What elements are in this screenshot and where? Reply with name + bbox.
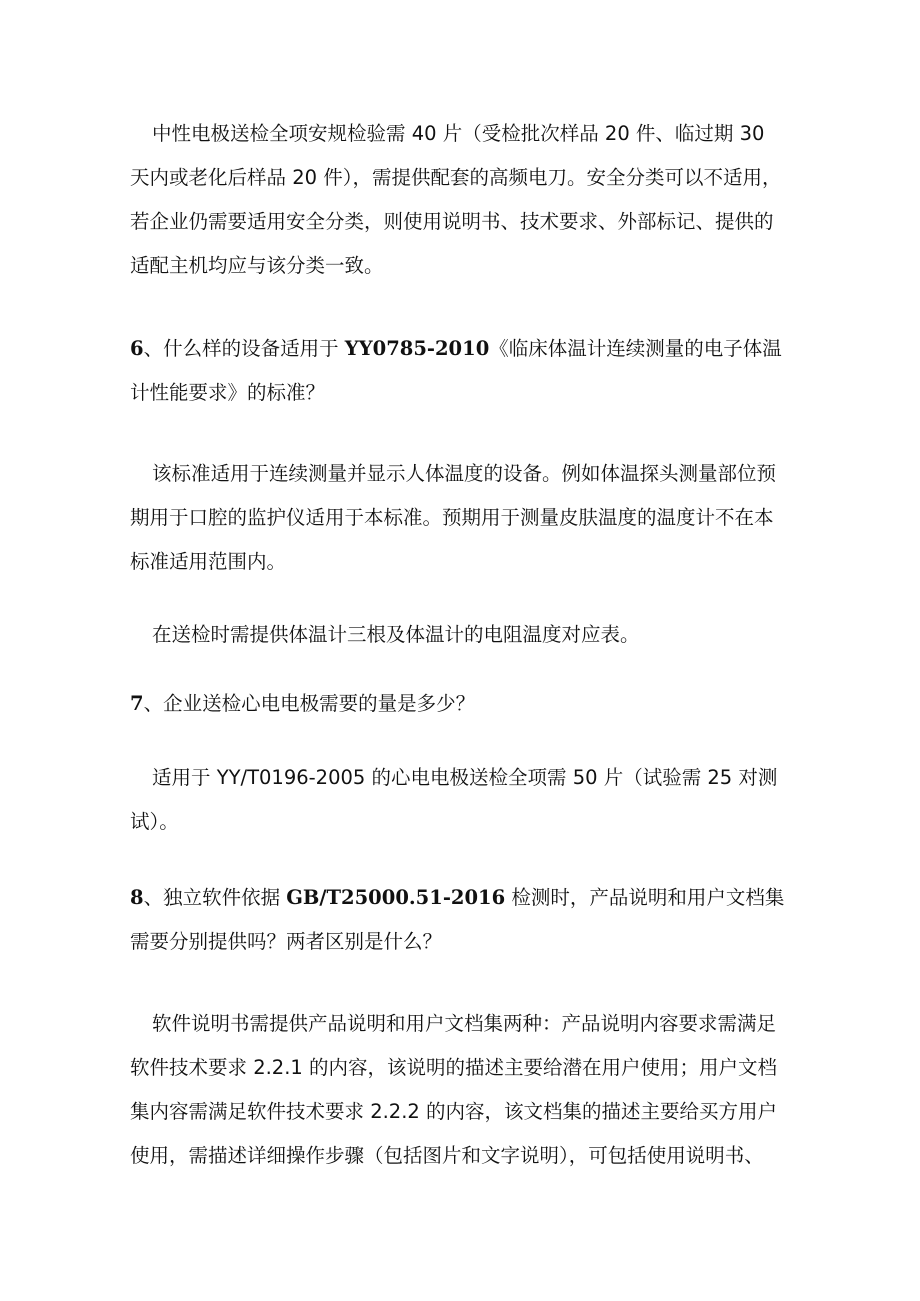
question-number: 7: [130, 692, 144, 715]
standard-code: GB/T25000.51-2016: [286, 886, 506, 909]
heading-line: 需要分别提供吗？两者区别是什么？: [130, 930, 443, 953]
heading-text: 检测时，产品说明和用户文档集: [505, 886, 785, 909]
heading-text: 、企业送检心电电极需要的量是多少？: [143, 692, 476, 715]
paragraph-line: 软件说明书需提供产品说明和用户文档集两种：产品说明内容要求需满足: [152, 1012, 777, 1035]
paragraph-line: 期用于口腔的监护仪适用于本标准。预期用于测量皮肤温度的温度计不在本: [130, 506, 774, 529]
question-8-heading: [130, 876, 800, 964]
standard-code: YY0785-2010: [344, 337, 490, 360]
heading-text: 《临床体温计连续测量的电子体温: [489, 337, 782, 360]
paragraph-ecg-electrode: [130, 756, 800, 844]
paragraph-line: 试）。: [130, 810, 179, 833]
heading-line: 计性能要求》的标准？: [130, 381, 326, 404]
paragraph-thermometer-scope: [130, 452, 800, 584]
paragraph-line: 使用，需描述详细操作步骤（包括图片和文字说明），可包括使用说明书、: [130, 1144, 764, 1167]
paragraph-line: 标准适用范围内。: [130, 550, 287, 573]
question-6-heading: [130, 327, 800, 415]
paragraph-line: 在送检时需提供体温计三根及体温计的电阻温度对应表。: [152, 623, 640, 646]
question-7-heading: [130, 682, 800, 726]
paragraph-neutral-electrode: [130, 112, 800, 288]
heading-line: [130, 682, 800, 726]
paragraph-line: 该标准适用于连续测量并显示人体温度的设备。例如体温探头测量部位预: [152, 462, 777, 485]
heading-text: 、独立软件依据: [143, 886, 287, 909]
paragraph-software-docs: [130, 1002, 800, 1178]
paragraph-line: 适用于 YY/T0196-2005 的心电电极送检全项需 50 片（试验需 25 对测: [152, 766, 778, 789]
paragraph-line: 天内或老化后样品 20 件），需提供配套的高频电刀。安全分类可以不适用，: [130, 166, 782, 189]
paragraph-line: 适配主机均应与该分类一致。: [130, 254, 384, 277]
question-number: 8: [130, 886, 144, 909]
paragraph-line: 集内容需满足软件技术要求 2.2.2 的内容，该文档集的描述主要给买方用户: [130, 1100, 778, 1123]
paragraph-thermometer-submission: [130, 613, 800, 657]
paragraph-line: 若企业仍需要适用安全分类，则使用说明书、技术要求、外部标记、提供的: [130, 210, 774, 233]
heading-line: [130, 876, 800, 920]
heading-text: 、什么样的设备适用于: [143, 337, 345, 360]
question-number: 6: [130, 337, 144, 360]
paragraph-line: 中性电极送检全项安规检验需 40 片（受检批次样品 20 件、临过期 30: [152, 122, 765, 145]
heading-line: [130, 327, 800, 371]
paragraph-line: 软件技术要求 2.2.1 的内容，该说明的描述主要给潜在用户使用；用户文档: [130, 1056, 778, 1079]
